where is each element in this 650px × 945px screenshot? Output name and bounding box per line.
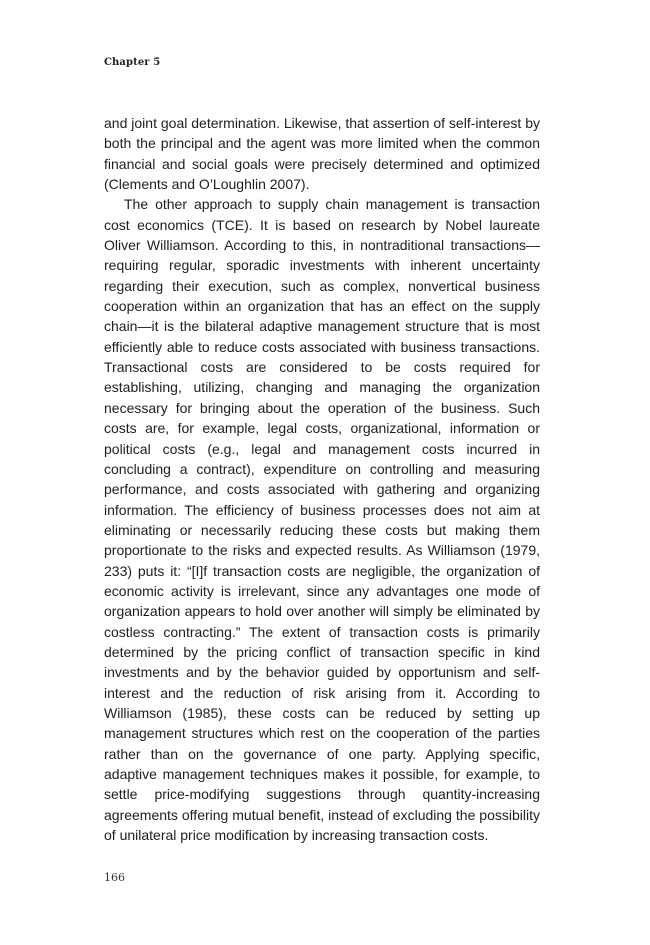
- page-number: 166: [104, 871, 125, 884]
- running-head: Chapter 5: [104, 57, 161, 68]
- paragraph-continuation: and joint goal determination. Likewise, that assertion of self-interest by both the principal and the agent was more limited when the common financial and social goals were precisely determined and optimized (Clements and O’Loughlin 2007).: [104, 115, 540, 193]
- body-text: [104, 113, 540, 845]
- paragraph-tce: The other approach to supply chain management is transaction cost economics (TCE). It is based on research by Nobel laureate Oliver Williamson. According to this, in nontraditional transactions—requiring regular, sporadic investments with inherent uncertainty regarding their execution, such as complex, nonvertical business cooperation within an organization that has an effect on the supply chain—it is the bilateral adaptive management structure that is most efficiently able to reduce costs associated with business transactions. Transactional costs are considered to be costs required for establishing, utilizing, changing and managing the organization necessary for bringing about the operation of the business. Such costs are, for example, legal costs, organizational, information or political costs (e.g., legal and management costs incurred in concluding a contract), expenditure on controlling and measuring performance, and costs associated with gathering and organizing information. The efficiency of business processes does not aim at eliminating or necessarily reducing these costs but making them proportionate to the risks and expected results. As Williamson (1979, 233) puts it: “[I]f transaction costs are negligible, the organization of economic activity is irrelevant, since any advantages one mode of organization appears to hold over another will simply be eliminated by costless contracting.” The extent of transaction costs is primarily determined by the pricing conflict of transaction specific in kind investments and by the behavior guided by opportunism and self-interest and the reduction of risk arising from it. According to Williamson (1985), these costs can be reduced by setting up management structures which rest on the cooperation of the parties rather than on the governance of one party. Applying specific, adaptive management techniques makes it possible, for example, to settle price-modifying suggestions through quantity-increasing agreements offering mutual benefit, instead of excluding the possibility of unilateral price modification by increasing transaction costs.: [104, 196, 540, 844]
